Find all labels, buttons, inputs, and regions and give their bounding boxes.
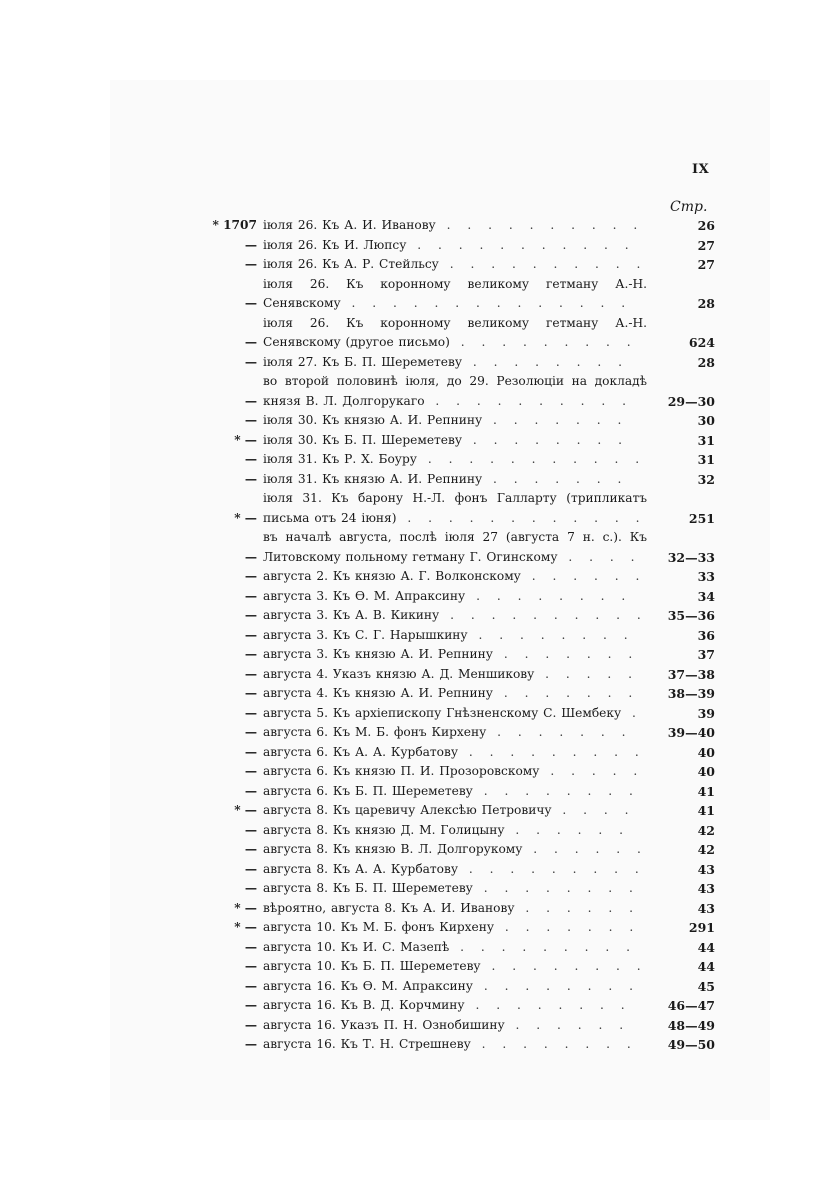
entry-text	[263, 879, 647, 899]
entry-page-number: 291	[688, 920, 715, 935]
entry-marker: —	[244, 686, 257, 700]
entry-text	[263, 801, 647, 821]
toc-entry	[205, 860, 715, 880]
entry-text	[263, 723, 647, 743]
dot-leader: . . . . .	[539, 764, 644, 778]
toc-entry	[205, 665, 715, 685]
entry-marker: —	[244, 998, 257, 1012]
dot-leader: . . . . . .	[514, 900, 640, 915]
dot-leader: . . . . . . .	[494, 920, 640, 934]
toc-entry	[205, 587, 715, 607]
entry-text	[263, 996, 647, 1016]
entry-title: августа 8. Къ Б. П. Шереметеву	[263, 881, 473, 895]
entry-marker: —	[244, 881, 257, 895]
dot-leader: . . . . . . .	[486, 725, 632, 739]
entry-title: августа 4. Къ князю А. И. Репнину	[263, 686, 493, 700]
entry-title: іюля 26. Къ И. Люпсу	[263, 237, 407, 252]
entry-title: іюля 31. Къ князю А. И. Репнину	[263, 471, 483, 486]
dot-leader: . . . . . . .	[482, 471, 628, 486]
entry-title: іюля 26. Къ коронному великому гетману А.-Н. Сенявскому (другое письмо)	[263, 315, 647, 349]
toc-entry	[205, 723, 715, 743]
entry-page-number: 27	[697, 257, 715, 272]
dot-leader: . . . .	[557, 549, 641, 564]
toc-entry	[205, 918, 715, 938]
entry-title: іюля 26. Къ А. Р. Стейльсу	[263, 257, 439, 271]
entry-marker: —	[244, 939, 257, 954]
dot-leader: . . . . . . . .	[465, 588, 632, 603]
toc-entry	[205, 996, 715, 1016]
dot-leader: . . . . . . . .	[472, 978, 639, 993]
entry-marker: —	[244, 413, 257, 427]
entry-page-number: 32—33	[667, 549, 715, 565]
toc-entry	[205, 821, 715, 841]
entry-page-number: 39—40	[667, 725, 715, 740]
entry-marker: —	[244, 647, 257, 661]
dot-leader: . . . . . . . .	[467, 627, 634, 642]
entry-text	[263, 704, 647, 724]
entry-marker: —	[244, 471, 257, 486]
entry-title: августа 6. Къ князю П. И. Прозоровскому	[263, 764, 540, 778]
entry-page-number: 40	[697, 764, 715, 779]
toc-entry	[205, 255, 715, 275]
entry-title: августа 16. Къ Ѳ. М. Апраксину	[263, 978, 473, 993]
toc-entry	[205, 938, 715, 958]
toc-entry	[205, 801, 715, 821]
entry-marker: * —	[234, 510, 257, 525]
entry-title: августа 8. Къ князю Д. М. Голицыну	[263, 822, 505, 837]
entry-page-number: 40	[697, 744, 715, 760]
entry-title: іюля 30. Къ князю А. И. Репнину	[263, 413, 483, 427]
entry-marker: —	[244, 257, 257, 271]
entry-title: августа 16. Къ В. Д. Корчмину	[263, 998, 465, 1012]
toc-entry	[205, 372, 715, 411]
entry-title: іюля 27. Къ Б. П. Шереметеву	[263, 354, 463, 369]
entry-text	[263, 528, 647, 567]
dot-leader: . . . . . . . . . .	[424, 393, 633, 408]
entry-marker: —	[244, 978, 257, 993]
entry-page-number: 44	[697, 959, 715, 974]
entry-page-number: 31	[697, 432, 715, 448]
entry-title: іюля 31. Къ Р. Х. Боуру	[263, 452, 417, 466]
entry-title: августа 6. Къ М. Б. фонъ Кирхену	[263, 725, 487, 739]
dot-leader: . . . . . . . . .	[458, 861, 645, 876]
entry-title: въ началѣ августа, послѣ іюля 27 (августа 7 н. с.). Къ Литовскому польному гетману Г. Огинскому	[263, 530, 647, 564]
dot-leader: . . . . . . .	[492, 647, 639, 661]
entry-title: іюля 30. Къ Б. П. Шереметеву	[263, 432, 463, 447]
entry-text	[263, 314, 647, 353]
dot-leader: . . . . . . . .	[480, 959, 647, 973]
toc-entry	[205, 431, 715, 451]
toc-entry	[205, 411, 715, 431]
entry-text	[263, 216, 647, 236]
dot-leader: . . . . . . . .	[472, 783, 639, 798]
toc-entry	[205, 762, 715, 782]
entry-marker: —	[244, 608, 257, 622]
entry-page-number: 29—30	[667, 393, 715, 409]
table-of-contents	[205, 216, 715, 1055]
entry-page-number: 34	[697, 588, 715, 604]
entry-text	[263, 567, 647, 587]
dot-leader: . . . . . .	[520, 569, 646, 583]
entry-title: во второй половинѣ іюля, до 29. Резолюціи на докладѣ князя В. Л. Долгорукаго	[263, 374, 647, 408]
entry-text	[263, 372, 647, 411]
entry-marker: —	[244, 569, 257, 583]
dot-leader: . . . . . . . . . . . .	[396, 510, 646, 525]
dot-leader: . . . . . . .	[492, 686, 639, 700]
toc-entry	[205, 645, 715, 665]
toc-entry	[205, 275, 715, 314]
dot-leader: . . . . . . . . . .	[435, 218, 644, 232]
entry-text	[263, 470, 647, 490]
entry-title: августа 2. Къ князю А. Г. Волконскому	[263, 569, 521, 583]
entry-marker: —	[244, 627, 257, 642]
entry-text	[263, 353, 647, 373]
entry-marker: —	[244, 783, 257, 798]
entry-marker: —	[244, 959, 257, 973]
toc-entry	[205, 1035, 715, 1055]
dot-leader: . . . . .	[534, 666, 639, 681]
entry-title: августа 8. Къ князю В. Л. Долгорукому	[263, 842, 523, 856]
toc-entry	[205, 236, 715, 256]
entry-text	[263, 957, 647, 977]
entry-marker: * 1707	[212, 218, 257, 232]
page-column-header: Стр.	[670, 199, 708, 215]
entry-title: августа 6. Къ А. А. Курбатову	[263, 744, 459, 759]
entry-marker: —	[244, 725, 257, 739]
dot-leader: . . . . . . . .	[472, 881, 639, 895]
dot-leader: . . . . . . . . . .	[439, 608, 647, 622]
entry-marker: * —	[234, 920, 257, 934]
entry-page-number: 46—47	[667, 998, 715, 1013]
entry-title: августа 16. Къ Т. Н. Стрешневу	[263, 1037, 471, 1051]
entry-page-number: 31	[697, 452, 715, 467]
entry-marker: —	[244, 452, 257, 466]
entry-page-number: 33	[697, 569, 715, 584]
entry-page-number: 43	[697, 881, 715, 896]
dot-leader: . . . . . . . . . .	[438, 257, 647, 271]
entry-title: августа 3. Къ А. В. Кикину	[263, 608, 440, 622]
entry-text	[263, 450, 647, 470]
toc-entry	[205, 606, 715, 626]
dot-leader: . . . . . .	[522, 842, 647, 856]
toc-entry	[205, 567, 715, 587]
entry-marker: —	[244, 393, 257, 408]
toc-entry	[205, 489, 715, 528]
entry-page-number: 251	[688, 510, 715, 526]
dot-leader: . . . . . . . .	[470, 1037, 637, 1051]
toc-entry	[205, 353, 715, 373]
entry-page-number: 38—39	[667, 686, 715, 701]
dot-leader: . . . . . . . .	[462, 354, 629, 369]
dot-leader: . . . . . . . .	[464, 998, 631, 1012]
dot-leader: . . . . . .	[504, 822, 630, 837]
entry-text	[263, 899, 647, 919]
entry-text	[263, 665, 647, 685]
entry-marker: —	[244, 744, 257, 759]
dot-leader: . . . . . . . . .	[458, 744, 645, 759]
toc-entry	[205, 450, 715, 470]
entry-page-number: 28	[697, 354, 715, 370]
toc-entry	[205, 977, 715, 997]
dot-leader: . . . . . . . . .	[449, 939, 636, 954]
entry-page-number: 42	[697, 842, 715, 857]
entry-text	[263, 684, 647, 704]
entry-marker: —	[244, 842, 257, 856]
toc-entry	[205, 216, 715, 236]
entry-title: августа 10. Къ М. Б. фонъ Кирхену	[263, 920, 495, 934]
entry-page-number: 43	[697, 861, 715, 877]
entry-text	[263, 587, 647, 607]
entry-title: вѣроятно, августа 8. Къ А. И. Иванову	[263, 900, 515, 915]
entry-marker: —	[244, 822, 257, 837]
entry-title: іюля 26. Къ коронному великому гетману А.-Н. Сенявскому	[263, 276, 647, 310]
entry-text	[263, 743, 647, 763]
entry-page-number: 42	[697, 822, 715, 838]
page-number: IX	[692, 162, 710, 177]
entry-marker: —	[244, 1037, 257, 1051]
dot-leader: . . . . . .	[504, 1017, 630, 1032]
entry-marker: —	[244, 666, 257, 681]
entry-page-number: 45	[697, 978, 715, 994]
entry-text	[263, 977, 647, 997]
entry-page-number: 37—38	[667, 666, 715, 682]
toc-entry	[205, 899, 715, 919]
entry-page-number: 44	[697, 939, 715, 955]
entry-text	[263, 606, 647, 626]
toc-entry	[205, 470, 715, 490]
entry-page-number: 27	[697, 237, 715, 253]
toc-entry	[205, 957, 715, 977]
entry-text	[263, 918, 647, 938]
entry-text	[263, 645, 647, 665]
entry-marker: —	[244, 764, 257, 778]
entry-marker: —	[244, 296, 257, 310]
entry-page-number: 26	[697, 218, 715, 233]
entry-page-number: 28	[697, 296, 715, 311]
dot-leader: . . . . . . .	[482, 413, 628, 427]
entry-text	[263, 1016, 647, 1036]
entry-page-number: 41	[697, 803, 715, 818]
toc-entry	[205, 528, 715, 567]
dot-leader: .	[621, 705, 642, 720]
entry-page-number: 48—49	[667, 1017, 715, 1033]
entry-text	[263, 782, 647, 802]
entry-text	[263, 1035, 647, 1055]
entry-marker: —	[244, 335, 257, 349]
entry-text	[263, 762, 647, 782]
entry-text	[263, 821, 647, 841]
entry-title: іюля 26. Къ А. И. Иванову	[263, 218, 436, 232]
entry-text	[263, 840, 647, 860]
entry-text	[263, 236, 647, 256]
toc-entry	[205, 782, 715, 802]
entry-title: іюля 31. Къ барону Н.-Л. фонъ Галларту (трипликатъ письма отъ 24 іюня)	[263, 491, 647, 525]
entry-marker: —	[244, 861, 257, 876]
entry-text	[263, 626, 647, 646]
dot-leader: . . . .	[551, 803, 635, 817]
entry-text	[263, 860, 647, 880]
entry-marker: —	[244, 549, 257, 564]
entry-marker: —	[244, 705, 257, 720]
entry-title: августа 8. Къ царевичу Алексѣю Петровичу	[263, 803, 552, 817]
toc-entry	[205, 704, 715, 724]
entry-page-number: 624	[688, 335, 715, 350]
entry-marker: * —	[234, 803, 257, 817]
dot-leader: . . . . . . . . . . .	[406, 237, 635, 252]
entry-marker: * —	[234, 432, 257, 447]
entry-page-number: 32	[697, 471, 715, 487]
entry-page-number: 43	[697, 900, 715, 916]
toc-entry	[205, 743, 715, 763]
entry-title: августа 3. Къ князю А. И. Репнину	[263, 647, 493, 661]
entry-marker: * —	[234, 900, 257, 915]
entry-page-number: 39	[697, 705, 715, 721]
entry-marker: —	[244, 1017, 257, 1032]
entry-marker: —	[244, 588, 257, 603]
entry-marker: —	[244, 354, 257, 369]
entry-title: августа 3. Къ Ѳ. М. Апраксину	[263, 588, 466, 603]
entry-title: августа 10. Къ Б. П. Шереметеву	[263, 959, 481, 973]
entry-text	[263, 938, 647, 958]
entry-page-number: 35—36	[667, 608, 715, 623]
toc-entry	[205, 879, 715, 899]
entry-text	[263, 275, 647, 314]
entry-text	[263, 411, 647, 431]
dot-leader: . . . . . . . . . . .	[416, 452, 646, 466]
entry-title: августа 6. Къ Б. П. Шереметеву	[263, 783, 473, 798]
entry-text	[263, 489, 647, 528]
dot-leader: . . . . . . . . .	[449, 335, 637, 349]
dot-leader: . . . . . . . . . . . . . .	[340, 296, 632, 310]
toc-entry	[205, 840, 715, 860]
entry-title: августа 16. Указъ П. Н. Ознобишину	[263, 1017, 505, 1032]
entry-text	[263, 431, 647, 451]
entry-marker: —	[244, 237, 257, 252]
dot-leader: . . . . . . . .	[462, 432, 629, 447]
toc-entry	[205, 314, 715, 353]
entry-title: августа 10. Къ И. С. Мазепѣ	[263, 939, 450, 954]
entry-text	[263, 255, 647, 275]
toc-entry	[205, 626, 715, 646]
entry-page-number: 37	[697, 647, 715, 662]
entry-title: августа 4. Указъ князю А. Д. Меншикову	[263, 666, 535, 681]
entry-page-number: 36	[697, 627, 715, 643]
entry-title: августа 8. Къ А. А. Курбатову	[263, 861, 459, 876]
entry-title: августа 5. Къ архіепископу Гнѣзненскому С. Шембеку	[263, 705, 622, 720]
entry-page-number: 30	[697, 413, 715, 428]
entry-title: августа 3. Къ С. Г. Нарышкину	[263, 627, 468, 642]
entry-page-number: 41	[697, 783, 715, 799]
toc-entry	[205, 1016, 715, 1036]
entry-page-number: 49—50	[667, 1037, 715, 1052]
toc-entry	[205, 684, 715, 704]
